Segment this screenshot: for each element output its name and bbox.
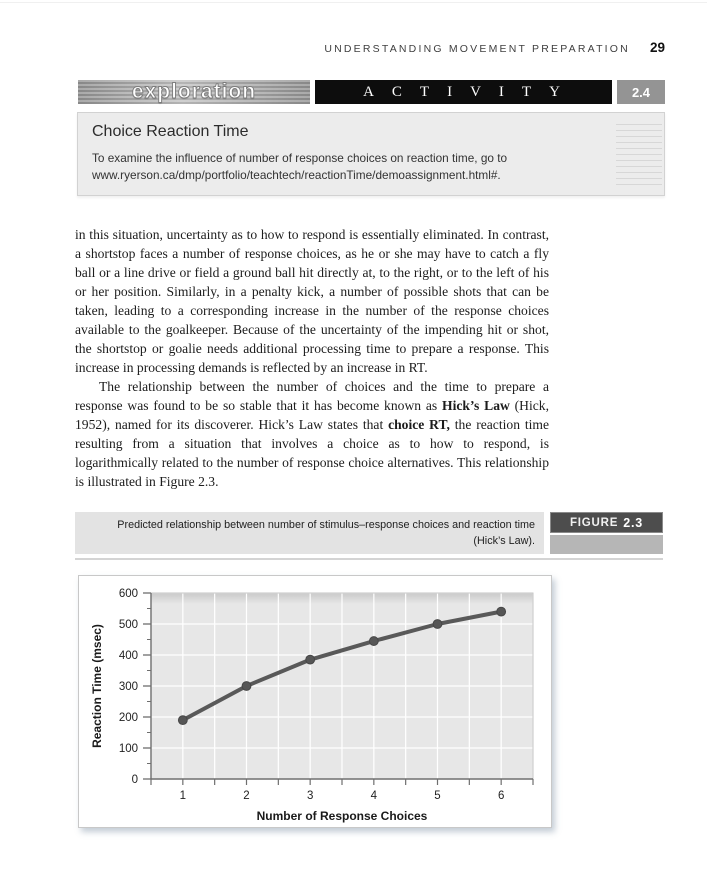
body-text: [75, 225, 549, 491]
running-header: [75, 40, 665, 55]
svg-text:3: 3: [306, 790, 314, 802]
svg-text:Reaction Time (msec): Reaction Time (msec): [90, 624, 104, 748]
exploration-banner-segment: [78, 80, 310, 104]
chart-svg: [79, 576, 551, 827]
svg-text:100: 100: [118, 743, 138, 755]
activity-box-text: To examine the influence of number of response choices on reaction time, go to www.ryerson.ca/dmp/portfolio/teachtech/reactionTime/demoassignment.html#.: [92, 151, 508, 182]
svg-text:6: 6: [497, 790, 505, 802]
figure-caption-line1: Predicted relationship between number of stimulus–response choices and reaction time: [117, 519, 535, 531]
running-header-title: UNDERSTANDING MOVEMENT PREPARATION: [324, 43, 630, 55]
svg-text:200: 200: [118, 712, 138, 724]
figure-label-word: FIGURE: [569, 516, 619, 529]
svg-text:1: 1: [179, 790, 187, 802]
page-top-rule: [0, 2, 707, 3]
figure-label-box: [550, 512, 663, 554]
svg-text:600: 600: [118, 588, 138, 600]
figure-label-underbar: [550, 535, 663, 554]
svg-text:0: 0: [131, 774, 138, 786]
svg-text:5: 5: [434, 790, 441, 802]
chart-figure: [78, 575, 552, 828]
svg-text:4: 4: [370, 790, 378, 802]
caption-rule: [75, 558, 663, 560]
svg-text:2: 2: [243, 790, 250, 802]
body-paragraph: in this situation, uncertainty as to how to respond is essentially eliminated. In contrast, a shortstop faces a number of response choices, as he or she may have to catch a fly ball or a line drive or field a ground ball hit directly at, to the right, or to the left of his or her position. Similarly, in a penalty kick, a number of possible shots that can be taken, leading to a corresponding increase in the number of the response choices available to the goalkeeper. Because of the uncertainty of the impending hit or shot, the shortstop or goalie needs additional processing time to prepare a response. This increase in processing demands is reflected by an increase in RT.: [75, 227, 549, 375]
figure-caption: [75, 512, 544, 554]
svg-text:300: 300: [118, 681, 138, 693]
body-paragraph: The relationship between the number of choices and the time to prepare a response was found to be so stable that it has become known as Hick’s Law (Hick, 1952), named for its discoverer. Hick’s Law states that choice RT, the reaction time resulting from a situation that involves a choice as to how to respond, is logarithmically related to the number of response choice alternatives. This relationship is illustrated in Figure 2.3.: [75, 379, 550, 489]
activity-banner: [78, 80, 665, 104]
page-number: 29: [649, 40, 665, 55]
activity-box: [77, 112, 665, 196]
activity-number-badge: 2.4: [617, 80, 665, 104]
figure-caption-line2: (Hick’s Law).: [473, 534, 535, 547]
activity-label: ACTIVITY: [315, 80, 612, 104]
figure-label-number: 2.3: [623, 515, 644, 530]
exploration-label: exploration: [131, 80, 257, 103]
svg-text:400: 400: [118, 650, 138, 662]
svg-text:500: 500: [118, 619, 138, 631]
activity-box-stripes: [616, 119, 662, 189]
svg-text:Number of Response Choices: Number of Response Choices: [256, 809, 428, 823]
figure-label: [550, 512, 663, 533]
activity-box-title: Choice Reaction Time: [92, 123, 249, 140]
